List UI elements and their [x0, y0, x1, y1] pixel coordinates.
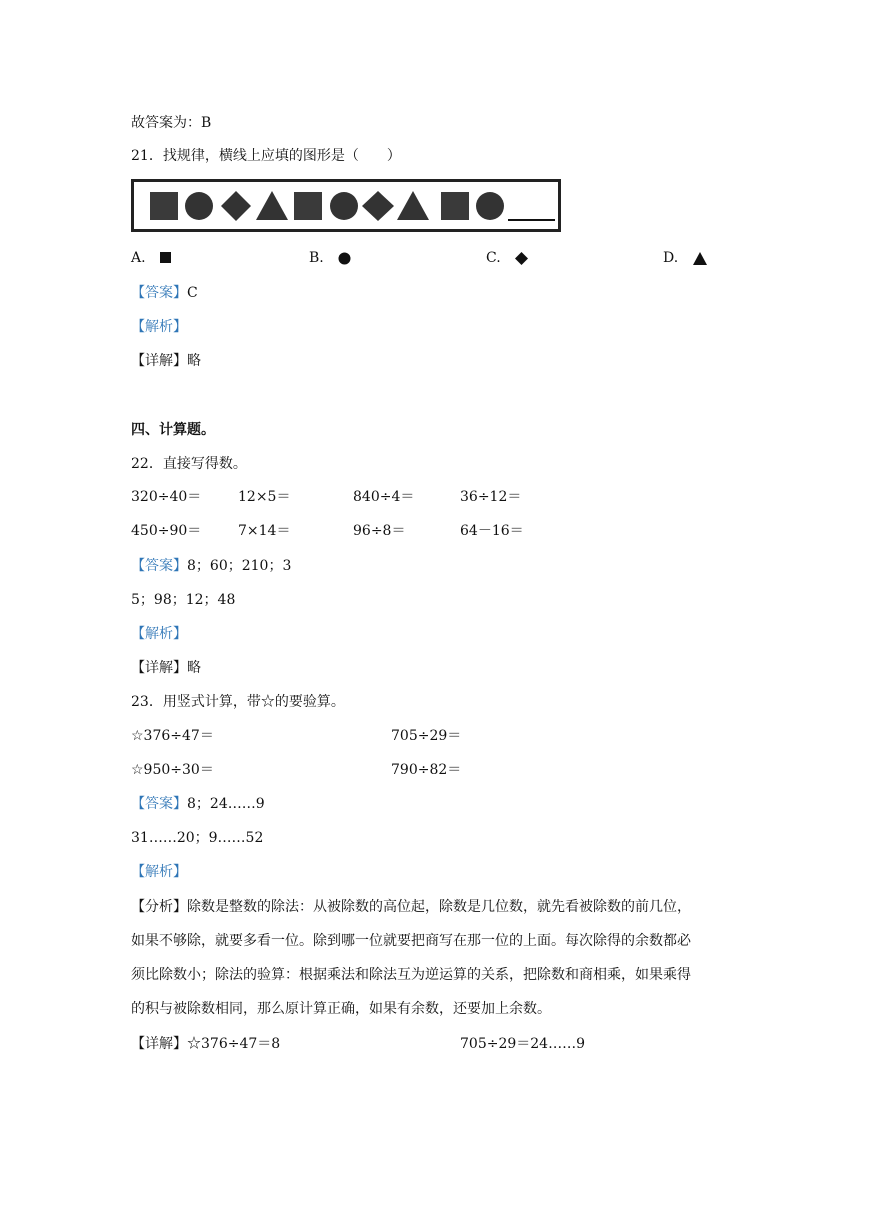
pattern-figure	[131, 179, 561, 232]
expr: 450÷90＝	[131, 523, 202, 539]
previous-answer: 故答案为：B	[131, 115, 212, 131]
expr: 7×14＝	[238, 523, 291, 539]
answer-22: 【答案】8；60；210；3	[131, 558, 292, 574]
expr: 12×5＝	[238, 489, 291, 505]
square-icon	[294, 192, 322, 220]
triangle-icon	[256, 191, 288, 220]
expr: 840÷4＝	[353, 489, 415, 505]
square-icon	[441, 192, 469, 220]
diamond-icon	[515, 252, 528, 265]
detail-23-right: 705÷29＝24……9	[460, 1036, 585, 1052]
analysis-23: 【解析】	[131, 864, 187, 880]
expr: ☆950÷30＝	[131, 762, 214, 778]
answer-23-cont: 31……20；9……52	[131, 830, 264, 846]
square-icon	[160, 252, 172, 264]
diamond-icon	[362, 191, 394, 221]
expr: 36÷12＝	[460, 489, 522, 505]
analysis-text-line: 【分析】除数是整数的除法：从被除数的高位起，除数是几位数，就先看被除数的前几位，	[131, 899, 691, 915]
diamond-icon	[221, 191, 251, 221]
answer-22-cont: 5；98；12；48	[131, 592, 236, 608]
expr: 790÷82＝	[391, 762, 462, 778]
circle-icon	[338, 252, 351, 265]
analysis-text-line: 的积与被除数相同，那么原计算正确，如果有余数，还要加上余数。	[131, 1001, 551, 1017]
expr: ☆376÷47＝	[131, 728, 214, 744]
analysis-22: 【解析】	[131, 626, 187, 642]
expr: 96÷8＝	[353, 523, 406, 539]
circle-icon	[185, 192, 213, 220]
section-title: 四、计算题。	[131, 422, 215, 438]
expr: 320÷40＝	[131, 489, 202, 505]
detail-21: 【详解】略	[131, 353, 201, 369]
option-b[interactable]: B.	[309, 248, 351, 268]
option-d[interactable]: D.	[663, 248, 707, 268]
analysis-text-line: 须比除数小；除法的验算：根据乘法和除法互为逆运算的关系，把除数和商相乘，如果乘得	[131, 967, 691, 983]
option-a[interactable]: A.	[131, 248, 172, 268]
circle-icon	[476, 192, 504, 220]
square-icon	[150, 192, 178, 220]
question-23: 23．用竖式计算，带☆的要验算。	[131, 694, 345, 710]
pattern-sequence	[134, 182, 558, 229]
question-21: 21．找规律，横线上应填的图形是（ ）	[131, 148, 401, 164]
triangle-icon	[693, 252, 707, 265]
expr: 64－16＝	[460, 523, 524, 539]
analysis-text-line: 如果不够除，就要多看一位。除到哪一位就要把商写在那一位的上面。每次除得的余数都必	[131, 933, 691, 949]
option-c[interactable]: C.	[486, 248, 528, 268]
expr: 705÷29＝	[391, 728, 462, 744]
detail-23: 【详解】☆376÷47＝8	[131, 1036, 281, 1052]
triangle-icon	[397, 191, 429, 220]
circle-icon	[330, 192, 358, 220]
answer-23: 【答案】8；24……9	[131, 796, 265, 812]
detail-22: 【详解】略	[131, 660, 201, 676]
answer-21: 【答案】C	[131, 285, 198, 301]
analysis-21: 【解析】	[131, 319, 187, 335]
question-22: 22．直接写得数。	[131, 456, 247, 472]
